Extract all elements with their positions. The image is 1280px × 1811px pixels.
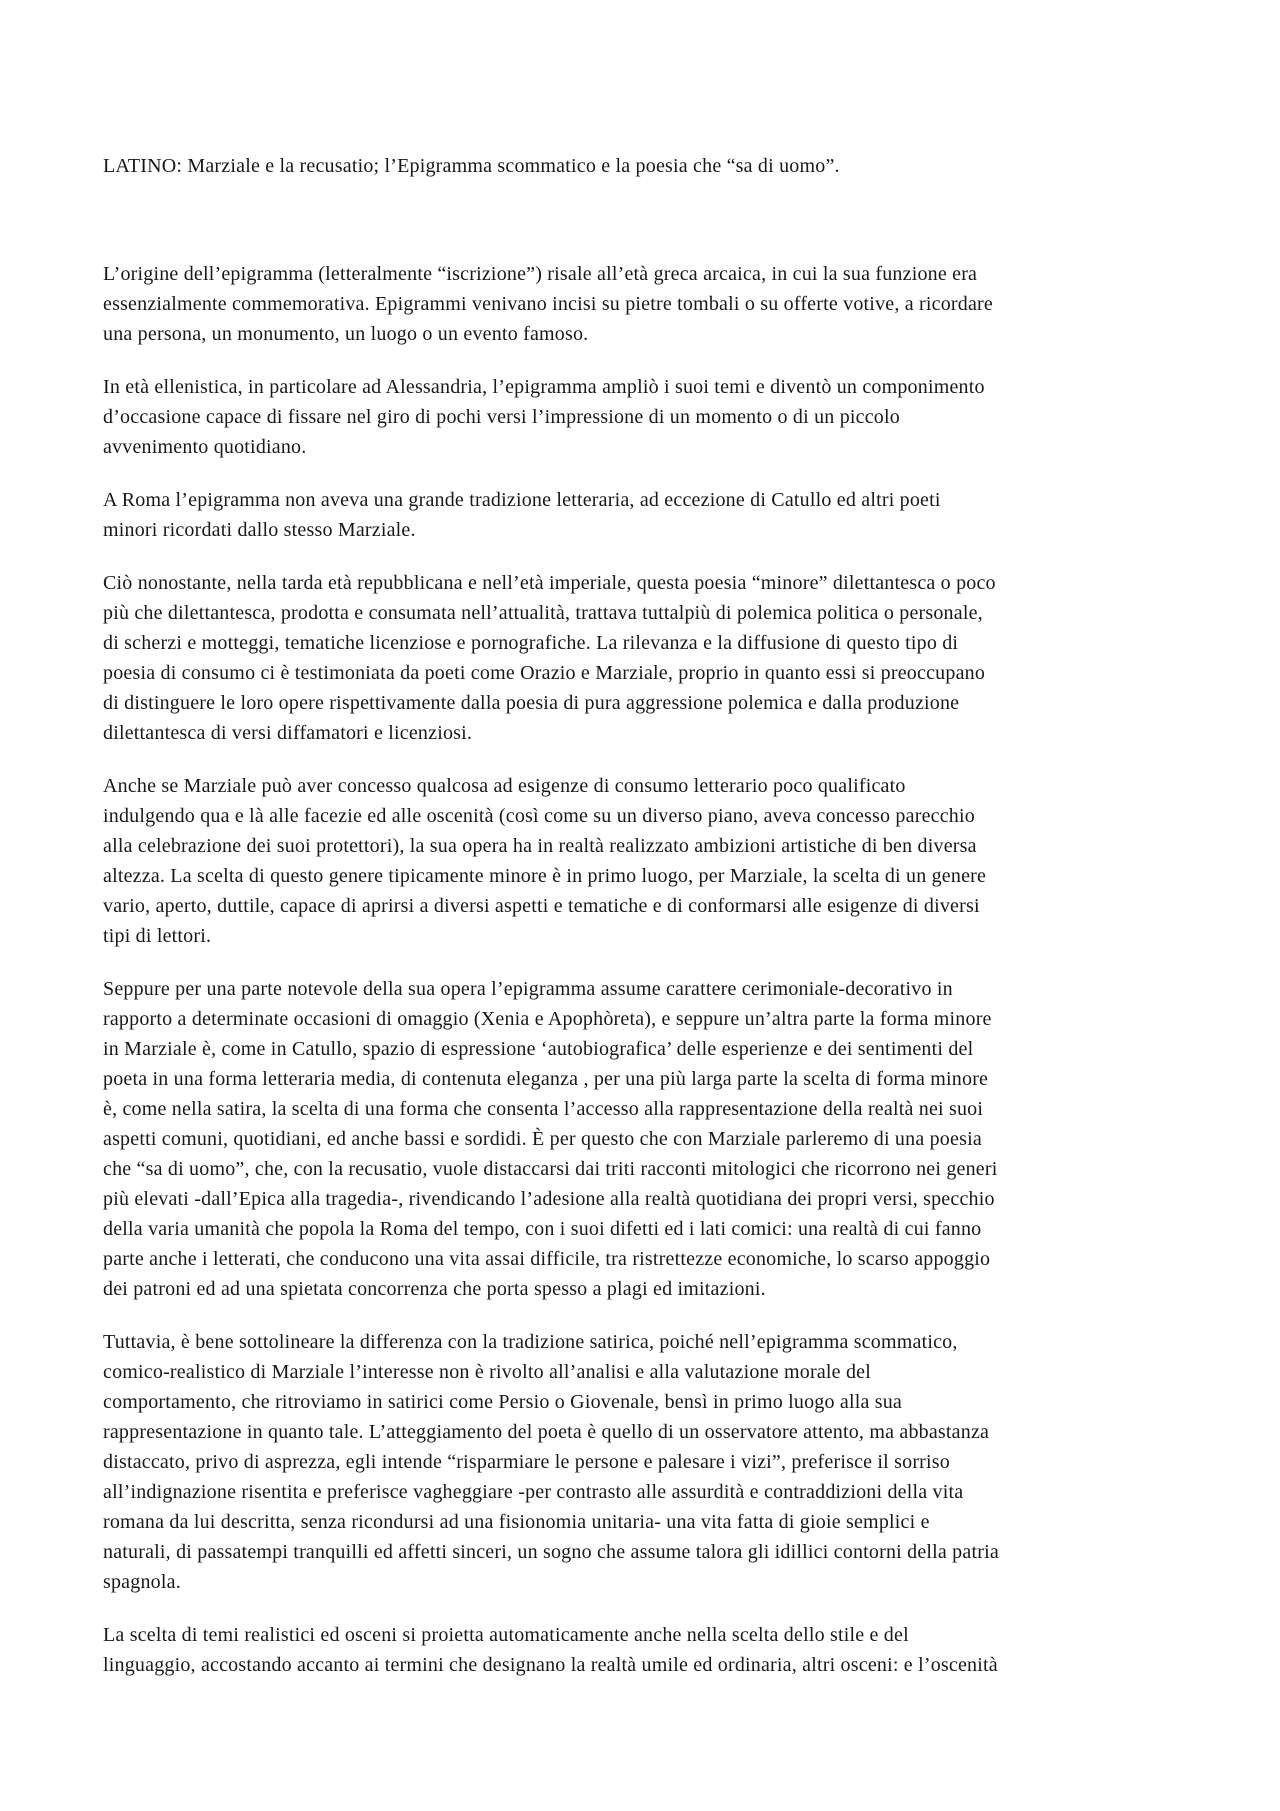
document-body [103, 259, 1182, 1680]
text-line: Anche se Marziale può aver concesso qualcosa ad esigenze di consumo letterario poco qualificato [103, 775, 906, 797]
paragraph [103, 771, 1182, 951]
text-line: spagnola. [103, 1571, 181, 1593]
text-line: alla celebrazione dei suoi protettori), la sua opera ha in realtà realizzato ambizioni artistiche di ben diversa [103, 835, 977, 857]
text-line: della varia umanità che popola la Roma del tempo, con i suoi difetti ed i lati comici: una realtà di cui fanno [103, 1218, 982, 1240]
text-line: dilettantesca di versi diffamatori e licenziosi. [103, 722, 473, 744]
text-line: poesia di consumo ci è testimoniata da poeti come Orazio e Marziale, proprio in quanto essi si preoccupano [103, 662, 986, 684]
text-line: comico-realistico di Marziale l’interesse non è rivolto all’analisi e alla valutazione morale del [103, 1361, 871, 1383]
text-line: La scelta di temi realistici ed osceni si proietta automaticamente anche nella scelta dello stile e del [103, 1624, 909, 1646]
text-line: distaccato, privo di asprezza, egli intende “risparmiare le persone e palesare i vizi”, preferisce il sorriso [103, 1451, 950, 1473]
text-line: che “sa di uomo”, che, con la recusatio, vuole distaccarsi dai triti racconti mitologici che ricorrono nei generi [103, 1158, 998, 1180]
text-line: A Roma l’epigramma non aveva una grande tradizione letteraria, ad eccezione di Catullo ed altri poeti [103, 489, 941, 511]
text-line: poeta in una forma letteraria media, di contenuta eleganza , per una più larga parte la scelta di forma minore [103, 1068, 989, 1090]
text-line: di distinguere le loro opere rispettivamente dalla poesia di pura aggressione polemica e dalla produzione [103, 692, 960, 714]
text-line: più che dilettantesca, prodotta e consumata nell’attualità, trattava tuttalpiù di polemica politica o personale, [103, 602, 983, 624]
paragraph [103, 1620, 1182, 1680]
text-line: linguaggio, accostando accanto ai termini che designano la realtà umile ed ordinaria, altri osceni: e l’oscenità [103, 1654, 998, 1676]
text-line: una persona, un monumento, un luogo o un evento famoso. [103, 323, 589, 345]
text-line: dei patroni ed ad una spietata concorrenza che porta spesso a plagi ed imitazioni. [103, 1278, 766, 1300]
text-line: romana da lui descritta, senza ricondursi ad una fisionomia unitaria- una vita fatta di gioie semplici e [103, 1511, 930, 1533]
text-line: vario, aperto, duttile, capace di aprirsi a diversi aspetti e tematiche e di conformarsi alle esigenze di diversi [103, 895, 980, 917]
document-title: LATINO: Marziale e la recusatio; l’Epigramma scommatico e la poesia che “sa di uomo”. [103, 155, 840, 177]
text-line: altezza. La scelta di questo genere tipicamente minore è in primo luogo, per Marziale, la scelta di un genere [103, 865, 987, 887]
text-line: Tuttavia, è bene sottolineare la differenza con la tradizione satirica, poiché nell’epigramma scommatico, [103, 1331, 958, 1353]
text-line: rappresentazione in quanto tale. L’atteggiamento del poeta è quello di un osservatore attento, ma abbastanza [103, 1421, 990, 1443]
text-line: più elevati -dall’Epica alla tragedia-, rivendicando l’adesione alla realtà quotidiana dei propri versi, specchio [103, 1188, 995, 1210]
text-line: all’indignazione risentita e preferisce vagheggiare -per contrasto alle assurdità e contraddizioni della vita [103, 1481, 964, 1503]
paragraph [103, 568, 1182, 748]
paragraph [103, 974, 1182, 1304]
text-line: naturali, di passatempi tranquilli ed affetti sinceri, un sogno che assume talora gli idillici contorni della patria [103, 1541, 999, 1563]
text-line: d’occasione capace di fissare nel giro di pochi versi l’impressione di un momento o di un piccolo [103, 406, 900, 428]
text-line: tipi di lettori. [103, 925, 212, 947]
text-line: rapporto a determinate occasioni di omaggio (Xenia e Apophòreta), e seppure un’altra parte la forma minore [103, 1008, 992, 1030]
text-line: è, come nella satira, la scelta di una forma che consenta l’accesso alla rappresentazione della realtà nei suoi [103, 1098, 984, 1120]
text-line: essenzialmente commemorativa. Epigrammi venivano incisi su pietre tombali o su offerte votive, a ricordare [103, 293, 993, 315]
paragraph [103, 1327, 1182, 1597]
text-line: In età ellenistica, in particolare ad Alessandria, l’epigramma ampliò i suoi temi e diventò un componimento [103, 376, 985, 398]
paragraph [103, 259, 1182, 349]
text-line: Ciò nonostante, nella tarda età repubblicana e nell’età imperiale, questa poesia “minore” dilettantesca o poco [103, 572, 996, 594]
text-line: minori ricordati dallo stesso Marziale. [103, 519, 416, 541]
text-line: avvenimento quotidiano. [103, 436, 307, 458]
text-line: di scherzi e motteggi, tematiche licenziose e pornografiche. La rilevanza e la diffusione di questo tipo di [103, 632, 959, 654]
text-line: Seppure per una parte notevole della sua opera l’epigramma assume carattere cerimoniale-decorativo in [103, 978, 953, 1000]
text-line: comportamento, che ritroviamo in satirici come Persio o Giovenale, bensì in primo luogo alla sua [103, 1391, 903, 1413]
text-line: L’origine dell’epigramma (letteralmente “iscrizione”) risale all’età greca arcaica, in cui la sua funzione era [103, 263, 978, 285]
text-line: parte anche i letterati, che conducono una vita assai difficile, tra ristrettezze economiche, lo scarso appoggio [103, 1248, 991, 1270]
text-line: indulgendo qua e là alle facezie ed alle oscenità (così come su un diverso piano, aveva concesso parecchio [103, 805, 975, 827]
paragraph [103, 485, 1182, 545]
text-line: in Marziale è, come in Catullo, spazio di espressione ‘autobiografica’ delle esperienze e dei sentimenti del [103, 1038, 974, 1060]
text-line: aspetti comuni, quotidiani, ed anche bassi e sordidi. È per questo che con Marziale parleremo di una poesia [103, 1128, 982, 1150]
paragraph [103, 372, 1182, 462]
